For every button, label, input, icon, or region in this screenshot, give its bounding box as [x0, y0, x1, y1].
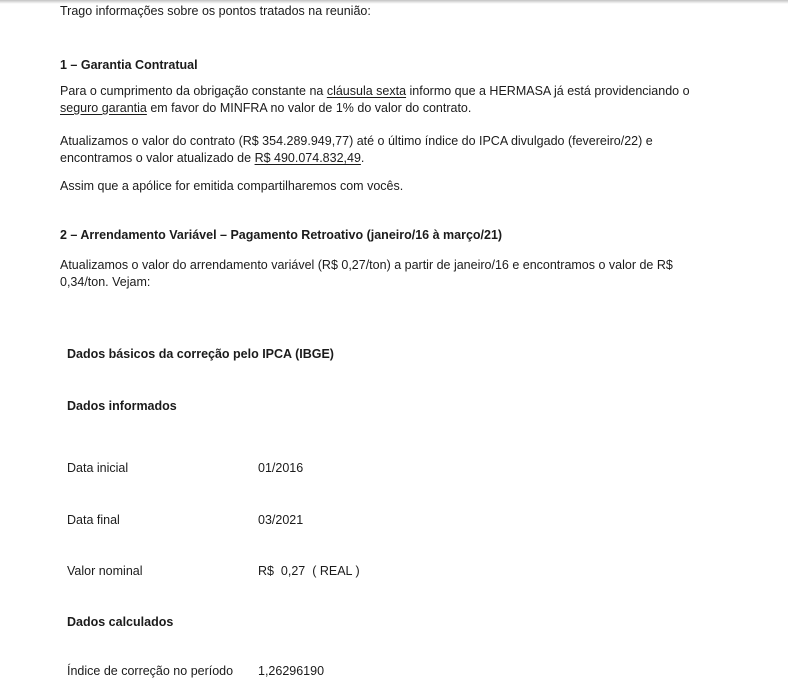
- section1-paragraph2-line2: [60, 150, 653, 167]
- p2-text-before-valor: encontramos o valor atualizado de: [60, 151, 255, 165]
- row-data-final-value: 03/2021: [258, 513, 304, 527]
- section2-heading: 2 – Arrendamento Variável – Pagamento Retroativo (janeiro/16 à março/21): [60, 228, 503, 242]
- section1-paragraph3: Assim que a apólice for emitida compartilharemos com vocês.: [60, 179, 404, 193]
- row-data-inicial-label: Data inicial: [67, 461, 129, 475]
- section2-paragraph1-line2: 0,34/ton. Vejam:: [60, 275, 151, 289]
- section1-paragraph1-line2: [60, 100, 690, 117]
- ipca-table-title: Dados básicos da correção pelo IPCA (IBGE): [67, 347, 334, 361]
- p2-text-after-valor: .: [360, 151, 365, 165]
- underlined-seguro-garantia: seguro garantia: [60, 101, 147, 115]
- row-indice-correcao-label: Índice de correção no período: [67, 664, 234, 678]
- section1-paragraph2: [60, 133, 653, 167]
- section1-paragraph2-line1: Atualizamos o valor do contrato (R$ 354.289.949,77) até o último índice do IPCA divulgado (fevereiro/22) e: [60, 134, 653, 148]
- section2-paragraph1: [60, 257, 673, 291]
- underlined-clausula-sexta: cláusula sexta: [326, 84, 407, 98]
- ipca-informados-heading: Dados informados: [67, 399, 177, 413]
- underlined-valor-atualizado: R$ 490.074.832,49: [254, 151, 361, 165]
- section2-paragraph1-line1: Atualizamos o valor do arrendamento variável (R$ 0,27/ton) a partir de janeiro/16 e encontramos o valor de R$: [60, 258, 673, 272]
- section1-heading: 1 – Garantia Contratual: [60, 58, 198, 72]
- row-indice-correcao-value: 1,26296190: [258, 664, 325, 678]
- ipca-calculados-heading: Dados calculados: [67, 615, 174, 629]
- section1-paragraph1: [60, 83, 690, 117]
- p1-text-after-clausula: informo que a HERMASA já está providenciando o: [406, 84, 690, 98]
- intro-line: Trago informações sobre os pontos tratados na reunião:: [60, 4, 371, 18]
- row-valor-nominal-label: Valor nominal: [67, 564, 143, 578]
- p1-text-after-seguro: em favor do MINFRA no valor de 1% do valor do contrato.: [146, 101, 472, 115]
- section1-paragraph1-line1: [60, 83, 690, 100]
- row-data-final-label: Data final: [67, 513, 120, 527]
- p1-text-before-clausula: Para o cumprimento da obrigação constante na: [60, 84, 327, 98]
- row-valor-nominal-value: R$ 0,27 ( REAL ): [258, 564, 360, 578]
- row-data-inicial-value: 01/2016: [258, 461, 304, 475]
